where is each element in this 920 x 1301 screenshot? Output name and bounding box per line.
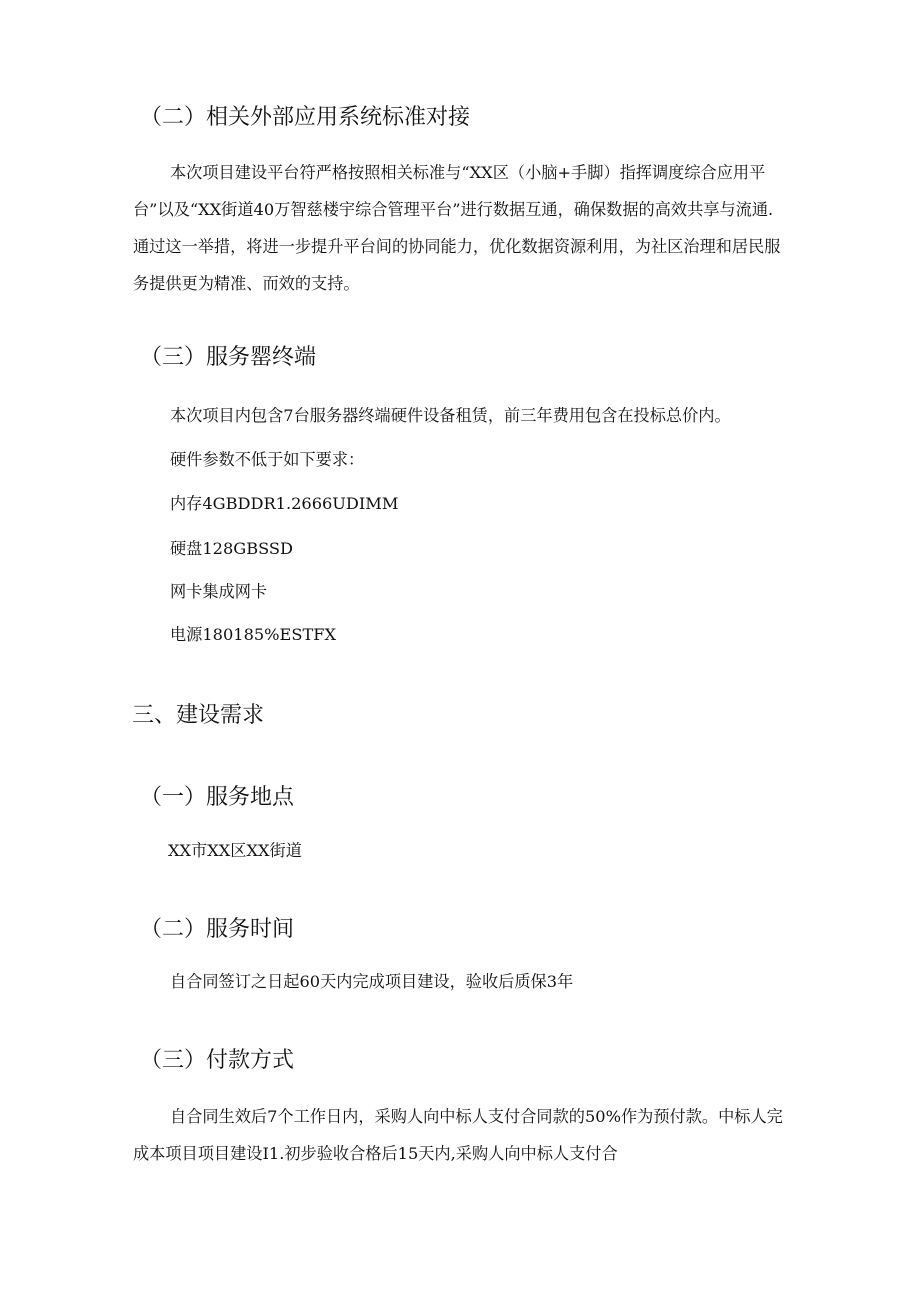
service-time-text: 自合同签订之日起60天内完成项目建设，验收后质保3年 xyxy=(170,972,574,991)
section-heading-payment: （三）付款方式 xyxy=(140,1048,295,1073)
chapter-heading-requirements: 三、建设需求 xyxy=(132,703,265,728)
paragraph-external-integration: 本次项目建设平台符严格按照相关标准与“XX区（小脑+手脚）指挥调度综合应用平台”以及“XX街道40万智慈楼宇综合管理平台”进行数据互通，确保数据的高效共享与流通.通过这一举措，将进一步提升平台间的协同能力，优化数据资源利用，为社区治理和居民服务提供更为精准、而效的支持。 xyxy=(133,163,781,293)
server-terminal-line-1: 本次项目内包含7台服务器终端硬件设备租赁，前三年费用包含在投标总价内。 xyxy=(170,406,731,425)
hardware-spec-network: 网卡集成网卡 xyxy=(170,582,268,601)
paragraph-payment: 自合同生效后7个工作日内，采购人向中标人支付合同款的50%作为预付款。中标人完成本项目项目建设I1.初步验收合格后15天内,采购人向中标人支付合 xyxy=(133,1107,783,1163)
section-heading-external-integration: （二）相关外部应用系统标准对接 xyxy=(140,105,471,130)
hardware-spec-power: 电源180185%ESTFX xyxy=(170,625,337,644)
section-heading-service-location: （一）服务地点 xyxy=(140,785,295,810)
server-terminal-line-2: 硬件参数不低于如下要求： xyxy=(170,450,365,469)
hardware-spec-disk: 硬盘128GBSSD xyxy=(170,539,293,558)
section-heading-server-terminal: （三）服务罂终端 xyxy=(140,345,317,370)
hardware-spec-memory: 内存4GBDDR1.2666UDIMM xyxy=(170,494,399,513)
section-heading-service-time: （二）服务时间 xyxy=(140,917,295,942)
service-location-text: XX市XX区XX街道 xyxy=(168,841,302,860)
